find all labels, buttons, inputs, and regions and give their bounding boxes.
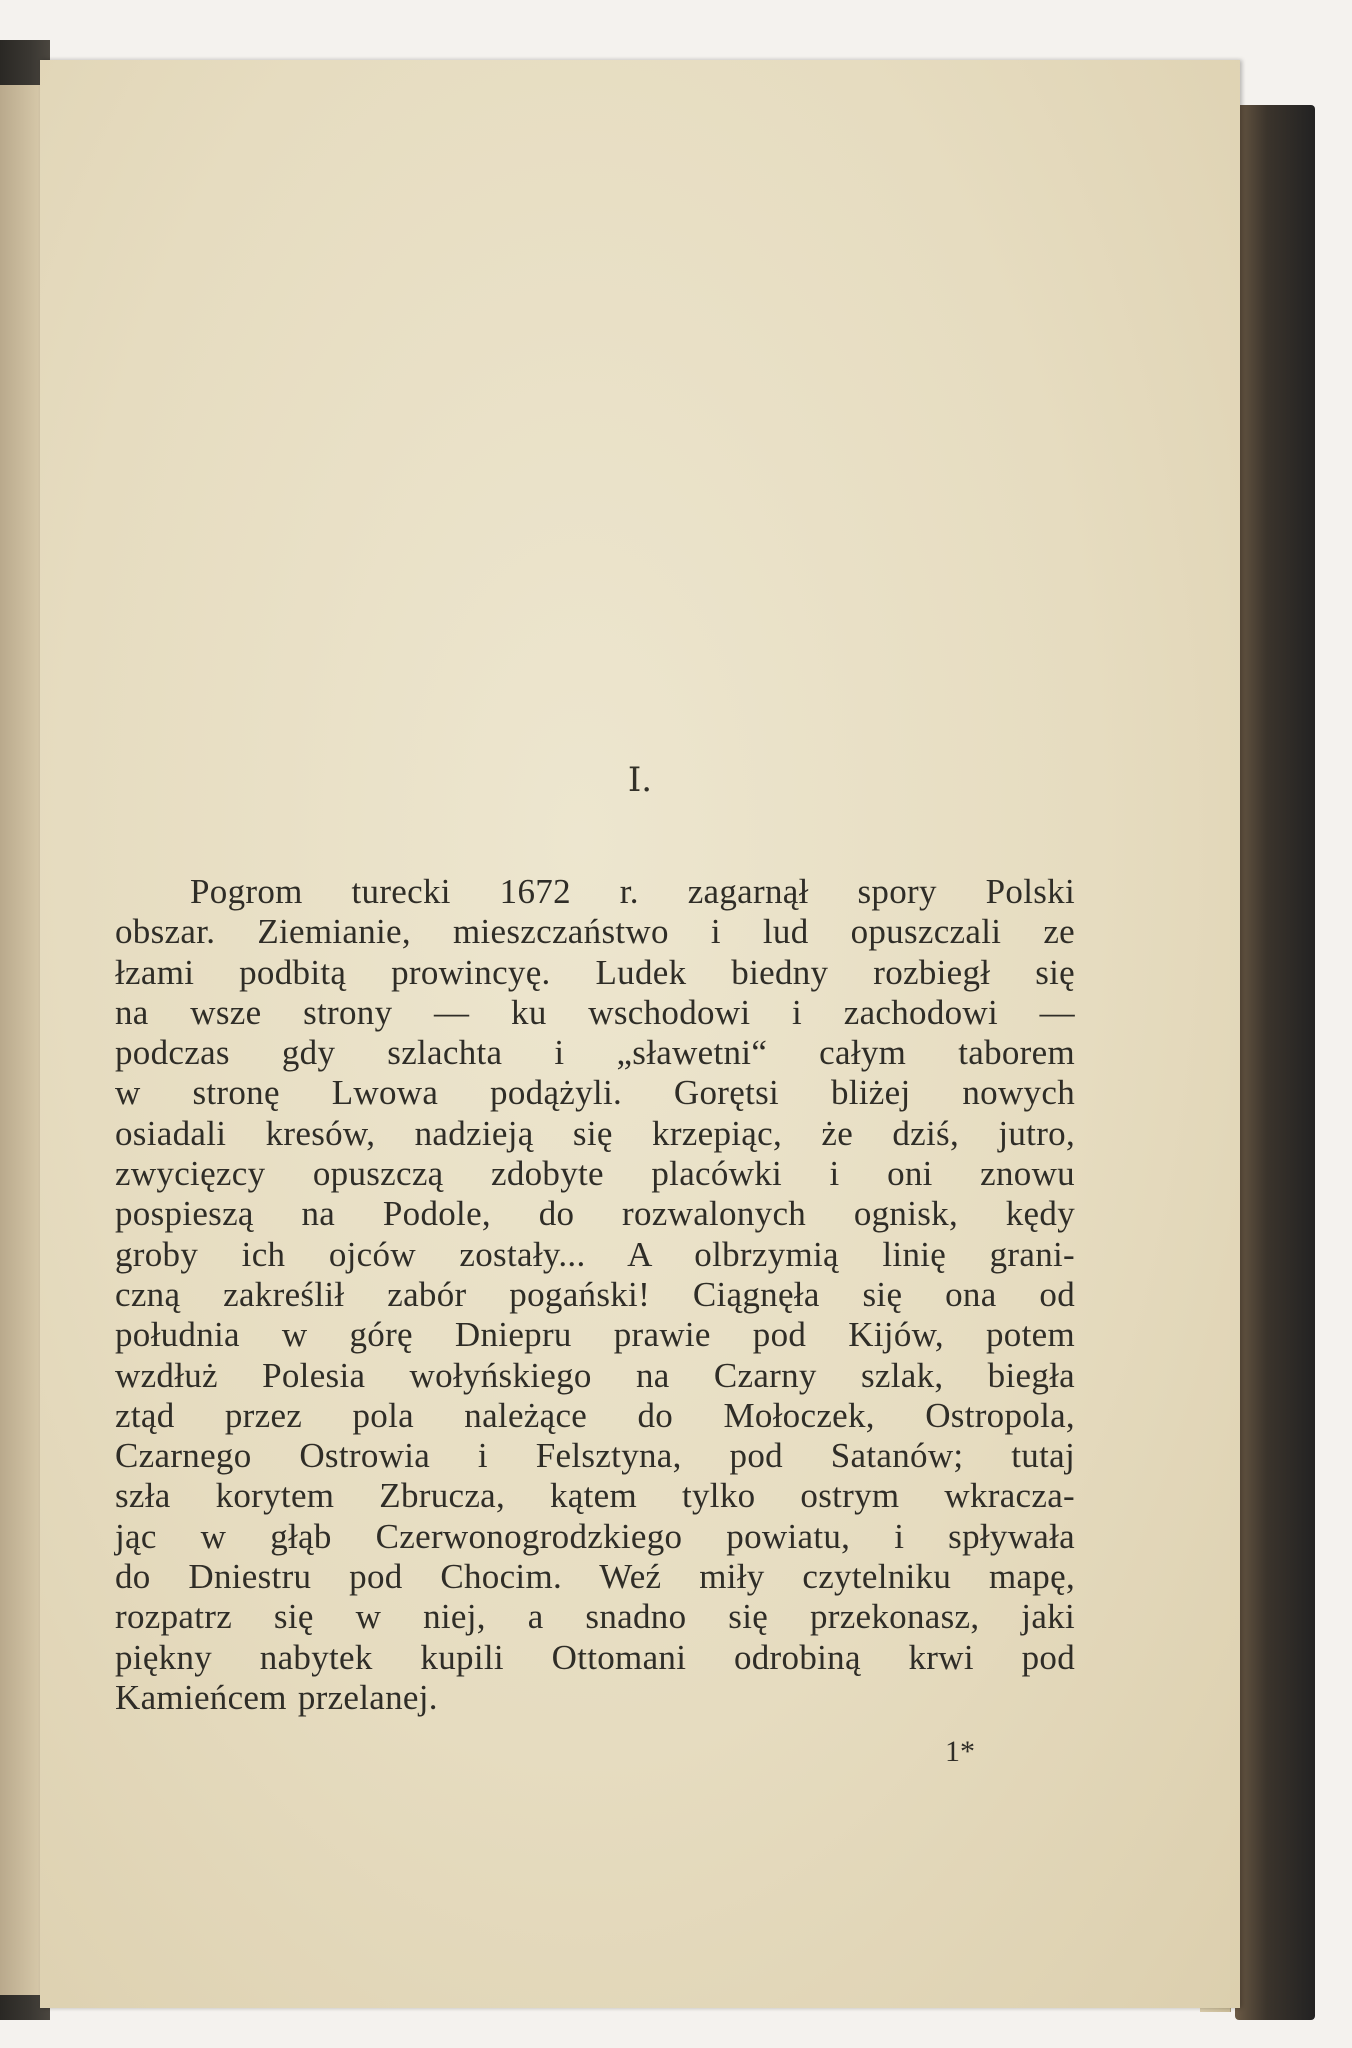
- text-line: szła korytem Zbrucza, kątem tylko ostrym wkracza-: [115, 1476, 1075, 1516]
- text-line: groby ich ojców zostały... A olbrzymią linię grani-: [115, 1234, 1075, 1274]
- text-line: Czarnego Ostrowia i Felsztyna, pod Satanów; tutaj: [115, 1436, 1075, 1476]
- text-line: podczas gdy szlachta i „sławetni“ całym taborem: [115, 1033, 1075, 1073]
- text-line: Kamieńcem przelanej.: [115, 1677, 438, 1717]
- text-line: Pogrom turecki 1672 r. zagarnął spory Polski: [190, 872, 1075, 911]
- text-line: w stronę Lwowa podążyli. Gorętsi bliżej nowych: [115, 1073, 1075, 1113]
- text-line: na wsze strony — ku wschodowi i zachodowi —: [115, 992, 1075, 1032]
- text-line: jąc w głąb Czerwonogrodzkiego powiatu, i spływała: [115, 1516, 1075, 1556]
- left-page-edge: [0, 85, 40, 1995]
- text-line: wzdłuż Polesia wołyńskiego na Czarny szlak, biegła: [115, 1355, 1075, 1395]
- text-line: piękny nabytek kupili Ottomani odrobiną krwi pod: [115, 1637, 1075, 1677]
- book-page: [40, 60, 1240, 2008]
- text-line: rozpatrz się w niej, a snadno się przekonasz, jaki: [115, 1597, 1075, 1637]
- text-line: łzami podbitą prowincyę. Ludek biedny rozbiegł się: [115, 952, 1075, 992]
- text-line: osiadali kresów, nadzieją się krzepiąc, że dziś, jutro,: [115, 1113, 1075, 1153]
- text-line: południa w górę Dniepru prawie pod Kijów, potem: [115, 1315, 1075, 1355]
- text-line: pospieszą na Podole, do rozwalonych ognisk, kędy: [115, 1194, 1075, 1234]
- page-number: 1*: [945, 1735, 975, 1768]
- text-line: ztąd przez pola należące do Mołoczek, Ostropola,: [115, 1395, 1075, 1435]
- text-line: zwycięzcy opuszczą zdobyte placówki i oni znowu: [115, 1154, 1075, 1194]
- chapter-heading: I.: [627, 760, 653, 800]
- text-line: obszar. Ziemianie, mieszczaństwo i lud opuszczali ze: [115, 912, 1075, 952]
- text-line: czną zakreślił zabór pogański! Ciągnęła się ona od: [115, 1274, 1075, 1314]
- text-line: do Dniestru pod Chocim. Weź miły czytelniku mapę,: [115, 1557, 1075, 1597]
- right-book-cover: [1235, 105, 1315, 2020]
- paragraph: [115, 872, 1075, 1718]
